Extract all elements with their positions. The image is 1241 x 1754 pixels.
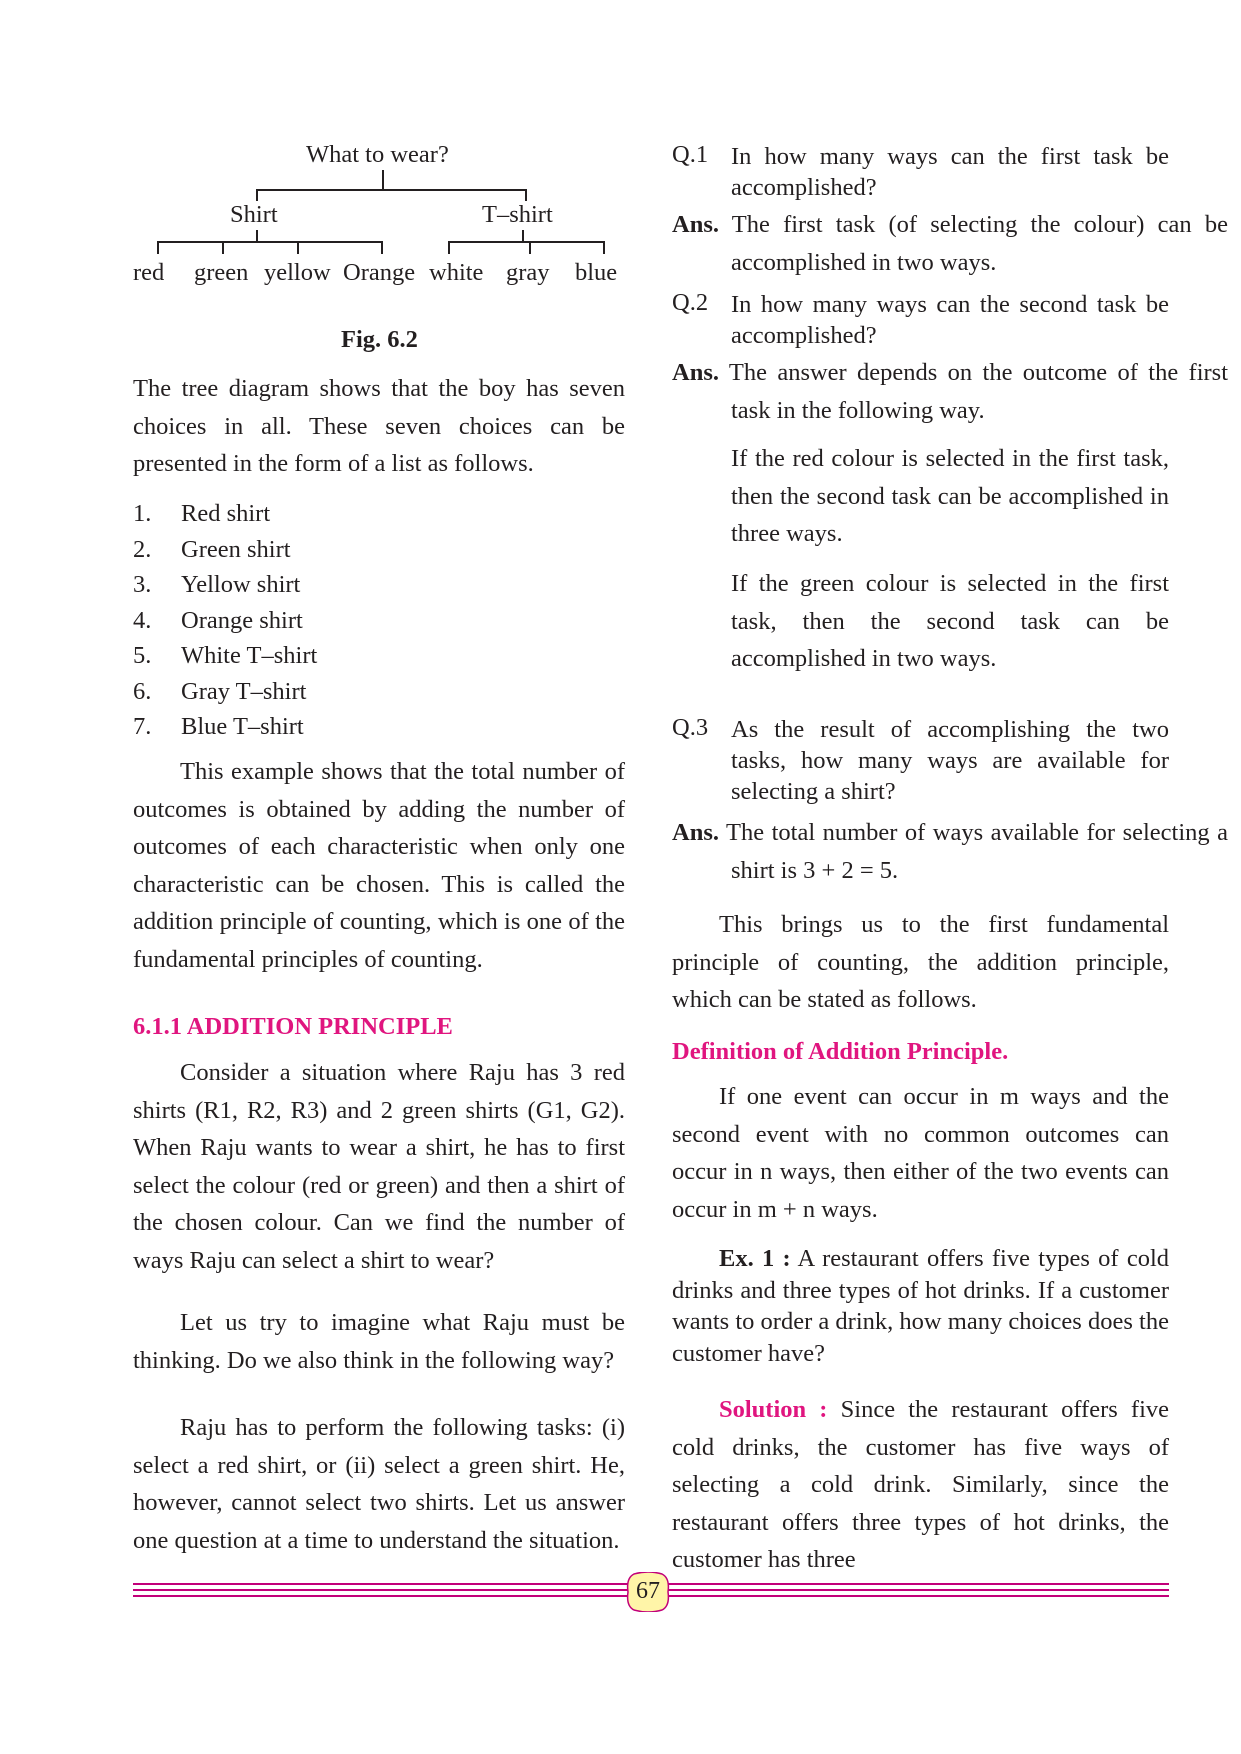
answer-label: Ans. (672, 819, 719, 846)
question-text: In how many ways can the second task be accomplished? (731, 291, 1169, 349)
raju-situation-paragraph: Consider a situation where Raju has 3 red shirts (R1, R2, R3) and 2 green shirts (G1, G2). When Raju wants to wear a shirt, he has to first select the colour (red or green) and then a shirt of the chosen colour. Can we find the number of ways Raju can select a shirt to wear? (133, 1059, 625, 1274)
section-heading: 6.1.1 ADDITION PRINCIPLE (133, 1013, 453, 1040)
list-text: White T–shirt (181, 642, 318, 669)
example-label: Ex. 1 : (719, 1245, 791, 1272)
tree-branch-tshirt: T–shirt (482, 201, 553, 228)
tree-leaf-yellow: yellow (264, 259, 331, 286)
tree-leaf-gray: gray (506, 259, 550, 286)
list-number: 7. (133, 713, 152, 740)
answer-2 (672, 354, 1228, 429)
list-number: 6. (133, 677, 152, 705)
definition-text: If one event can occur in m ways and the second event with no common outcomes can occur in n ways, then either of the two events can occur in m + n ways. (672, 1083, 1169, 1223)
tree-leaf-white: white (429, 259, 484, 286)
question-label: Q.1 (672, 141, 709, 168)
tree-leaf-blue: blue (575, 259, 618, 286)
example-text: A restaurant offers five types of cold drinks and three types of hot drinks. If a customer wants to order a drink, how many choices does the customer have? (672, 1245, 1170, 1367)
tree-leaf-red: red (133, 259, 165, 286)
list-text: Yellow shirt (181, 571, 301, 598)
answer-3 (672, 814, 1228, 889)
question-label: Q.2 (672, 289, 709, 316)
answer-label: Ans. (672, 359, 719, 386)
tree-leaf-orange: Orange (343, 259, 416, 286)
page-number: 67 (636, 1578, 660, 1604)
list-text: Blue T–shirt (181, 713, 304, 740)
answer-text: The first task (of selecting the colour) can be accomplished in two ways. (731, 211, 1228, 276)
tree-leaf-green: green (194, 259, 249, 286)
answer-2-green-case: If the green colour is selected in the first task, then the second task can be accomplished in two ways. (731, 570, 1169, 672)
list-text: Gray T–shirt (181, 677, 307, 705)
list-text: Green shirt (181, 535, 291, 563)
list-text: Orange shirt (181, 606, 303, 634)
solution-text: Since the restaurant offers five cold drinks, the customer has five ways of selecting a cold drink. Similarly, since the restaurant offers three types of hot drinks, the customer has three (672, 1396, 1170, 1573)
raju-thinking-paragraph: Let us try to imagine what Raju must be thinking. Do we also think in the following way? (133, 1309, 625, 1374)
page-number-badge (626, 1572, 670, 1612)
first-principle-paragraph: This brings us to the first fundamental principle of counting, the addition principle, which can be stated as follows. (672, 911, 1169, 1013)
tree-root: What to wear? (306, 141, 449, 168)
list-number: 2. (133, 535, 152, 563)
intro-paragraph: The tree diagram shows that the boy has seven choices in all. These seven choices can be presented in the form of a list as follows. (133, 375, 625, 477)
addition-explanation-paragraph: This example shows that the total number of outcomes is obtained by adding the number of outcomes of each characteristic when only one characteristic can be chosen. This is called the addition principle of counting, which is one of the fundamental principles of counting. (133, 758, 625, 973)
list-text: Red shirt (181, 500, 271, 527)
answer-label: Ans. (672, 211, 719, 238)
solution-paragraph (672, 1391, 1169, 1579)
list-number: 4. (133, 606, 152, 634)
answer-1 (672, 206, 1228, 281)
example-1 (672, 1243, 1169, 1369)
question-text: As the result of accomplishing the two tasks, how many ways are available for selecting a shirt? (731, 716, 1169, 805)
list-number: 1. (133, 500, 152, 527)
question-label: Q.3 (672, 714, 709, 741)
answer-text: The total number of ways available for selecting a shirt is 3 + 2 = 5. (726, 819, 1228, 884)
raju-tasks-paragraph: Raju has to perform the following tasks: (i) select a red shirt, or (ii) select a green shirt. He, however, cannot select two shirts. Let us answer one question at a time to understand the situation. (133, 1414, 625, 1554)
figure-caption: Fig. 6.2 (341, 326, 418, 353)
question-text: In how many ways can the first task be accomplished? (731, 143, 1169, 201)
definition-heading: Definition of Addition Principle. (672, 1038, 1009, 1065)
list-number: 3. (133, 571, 152, 598)
tree-branch-shirt: Shirt (230, 201, 278, 228)
answer-text: The answer depends on the outcome of the first task in the following way. (728, 359, 1228, 424)
answer-2-red-case: If the red colour is selected in the first task, then the second task can be accomplished in three ways. (731, 445, 1169, 547)
list-number: 5. (133, 642, 152, 669)
solution-label: Solution : (719, 1396, 828, 1423)
